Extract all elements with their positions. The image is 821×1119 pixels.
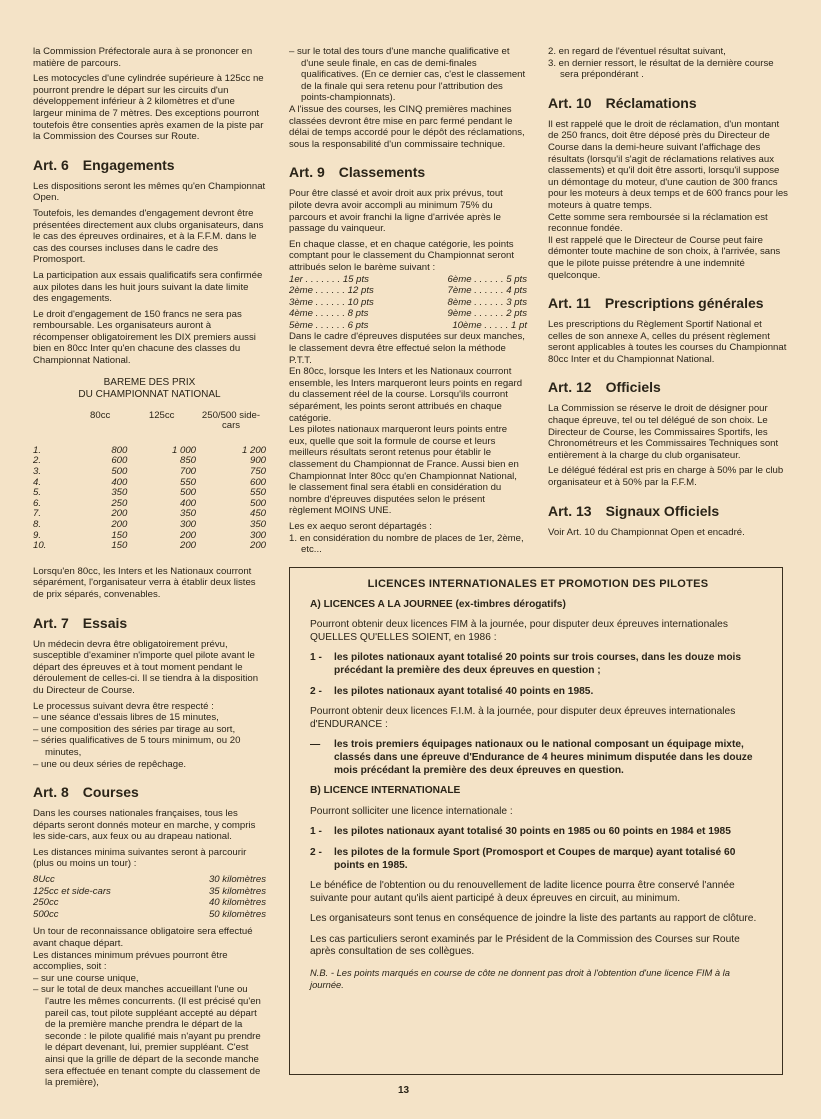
paragraph: Le processus suivant devra être respecté : [33,700,214,712]
paragraph: Dans le cadre d'épreuves disputées sur deux manches, le classement devra être effectué selon la méthode P.T.T. [289,331,525,366]
article-8-heading: Art. 8 Courses [33,784,139,801]
table-row [33,467,266,478]
paragraph: Les dispositions seront les mêmes qu'en Championnat Open. [33,180,266,204]
paragraph: A l'issue des courses, les CINQ premières machines classées devront être mise en parc fermé pendant le délai de temps accordé pour le dépôt des réclamations, sous la responsabilité d'un commissaire technique. [289,103,525,150]
box-title: LICENCES INTERNATIONALES ET PROMOTION DES PILOTES [367,578,709,590]
article-10-heading: Art. 10 Réclamations [548,94,697,111]
prize-cell: 500 [111,466,128,478]
list-item: – une composition des séries par tirage au sort, [33,723,236,735]
table-row [33,499,266,510]
column-3 [548,46,788,542]
paragraph: Toutefois, les demandes d'engagement devront être présentées directement aux clubs organisateurs, dans le cas des épreuves ordinaires, et à la F.F.M. dans le cas des courses incluses dans le cadre des Promosport. [33,207,264,266]
paragraph: Pour être classé et avoir droit aux prix prévus, tout pilote devra avoir accompli au minimum 75% du parcours et avoir franchi la ligne d'arrivée après le passage du vainqueur. [289,188,503,235]
rank-cell: 2. [33,455,42,467]
prize-cell: 350 [179,508,196,520]
paragraph: Les motocycles d'une cylindrée supérieure à 125cc ne pourront prendre le départ sur les circuits d'un développement inférieur à 2 kilomètres et d'une largeur minima de 7 mètres. Des exceptions pourront toutefois être consenties après examen de la piste par la Commission des Courses sur Route. [33,73,264,143]
column-1 [33,46,266,1089]
prize-cell: 800 [111,444,128,456]
list-item: 250cc 40 kilomètres [33,897,266,909]
prize-cell: 350 [249,519,266,530]
list-item: – sur le total de deux manches accueillant l'une ou l'autre les mêmes concurrents. (Il est précisé qu'en pareil cas, tout pilote suppléant accepté au départ de la première manche prendra le départ de la seconde : le pilote qualifié mais n'ayant pu prendre le départ devenant, lui, premier suppléant. C'est ainsi que la grille de départ de la seconde manche sera effectuée en tenant compte du classement de la première), [33,984,261,1089]
paragraph: Lorsqu'en 80cc, les Inters et les Nationaux courront séparément, l'organisateur verra à établir deux listes de prix séparés, convenables. [33,565,256,600]
paragraph: Pourront obtenir deux licences F.I.M. à la journée, pour disputer deux épreuves internationales d'ENDURANCE : [310,706,736,730]
list-item: 2 - les pilotes nationaux ayant totalisé 40 points en 1985. [310,685,594,697]
list-item: 2 - les pilotes de la formule Sport (Promosport et Coupes de marque) ayant totalisé 60 points en 1985. [310,846,736,871]
table-row [33,478,266,489]
article-12-heading: Art. 12 Officiels [548,379,661,396]
paragraph: Il est rappelé que le droit de réclamation, d'un montant de 250 francs, doit être déposé près du Directeur de Course dans la demi-heure suivant l'affichage des résultats (lorsqu'il s'agit de réclamations relatives aux classements) et qu'il doit être assorti, lorsqu'il suppose un démontage du moteur, d'une caution de 300 francs pour les moteurs à deux temps et de 600 francs pour les moteurs à quatre temps. [548,118,788,211]
list-item: 125cc et side-cars 35 kilomètres [33,885,266,897]
paragraph: Les cas particuliers seront examinés par le Président de la Commission des Courses sur Route après consultation de ses collègues. [310,933,740,958]
rank-cell: 5. [33,487,42,499]
article-13-heading: Art. 13 Signaux Officiels [548,502,720,519]
paragraph: Dans les courses nationales françaises, tous les départs seront donnés moteur en marche, y compris les side-cars, aux feux ou au drapeau national. [33,808,256,843]
prize-cell: 600 [111,455,128,467]
rank-cell: 8. [33,519,42,530]
column-2 [289,46,527,556]
header-125cc: 125cc [148,409,175,421]
list-item: – sur une course unique, [33,972,139,984]
paragraph: Les distances minimum prévues pourront être accomplies, soit : [33,949,228,973]
article-6-heading: Art. 6 Engagements [33,156,175,173]
paragraph: la Commission Préfectorale aura à se prononcer en matière de parcours. [33,46,253,69]
article-11-heading: Art. 11 Prescriptions générales [548,295,764,312]
prize-cell: 900 [249,455,266,467]
paragraph: Cette somme sera remboursée si la réclamation est reconnue fondée. [548,211,768,235]
table-row [33,520,266,531]
paragraph: En chaque classe, et en chaque catégorie, les points comptant pour le classement du Championnat seront attribués selon le barème suivant : [289,238,515,273]
paragraph: Les ex aequo seront départagés : [289,520,432,532]
list-item: 500cc 50 kilomètres [33,908,266,920]
page-number: 13 [398,1085,410,1096]
bareme-title: BAREME DES PRIX DU CHAMPIONNAT NATIONAL [78,376,221,400]
table-row [33,456,266,467]
table-row [33,531,266,542]
prize-cell: 550 [179,476,196,488]
prize-cell: 400 [179,497,196,509]
rank-cell: 7. [33,508,42,520]
list-item: – une ou deux séries de repêchage. [33,758,187,770]
rank-cell: 3. [33,466,42,478]
paragraph: Les pilotes nationaux marqueront leurs points entre eux, quelle que soit la formule de course et leurs meilleurs résultats seront retenus pour établir le classement du Championnat de France. Aussi bien en Championnat Inter 80cc qu'en Championnat National, le classement final sera établi en considération du nombre d'épreuves disputées selon le présent règlement MOINS UNE. [289,424,519,517]
table-row [33,509,266,520]
distance-list [33,874,266,920]
paragraph: Pourront obtenir deux licences FIM à la journée, pour disputer deux épreuves internationales QUELLES QU'ELLES SOIENT, en 1986 : [310,619,728,643]
list-item: 4ème . . . . . . 8 pts 9ème . . . . . . 2 pts [289,308,527,320]
list-item: – une séance d'essais libres de 15 minutes, [33,712,219,724]
prize-cell: 150 [111,529,128,541]
paragraph: Voir Art. 10 du Championnat Open et encadré. [548,526,745,538]
prize-cell: 850 [179,455,196,467]
paragraph: Un tour de reconnaissance obligatoire sera effectué avant chaque départ. [33,926,253,950]
list-item: 8Ucc 30 kilomètres [33,874,266,886]
paragraph: Les prescriptions du Règlement Sportif National et celles de son annexe A, celles du présent règlement seront applicables à toutes les courses du Championnat 80cc Inter et du Championnat National. [548,319,787,365]
prize-cell: 450 [249,508,266,520]
list-item: — les trois premiers équipages nationaux ou le national composant un équipage mixte, classés dans une épreuve d'Endurance de 4 heures minimum disputée dans les douze mois précédant la première des deux épreuves en question. [310,739,753,776]
prize-cell: 500 [249,497,266,509]
prize-cell: 300 [179,519,196,530]
licences-box [289,567,783,1075]
list-item: 1 - les pilotes nationaux ayant totalisé 30 points en 1985 ou 60 points en 1984 et 1985 [310,826,731,838]
list-item: – séries qualificatives de 5 tours minimum, ou 20 minutes, [33,735,241,758]
rank-cell: 10. [33,540,47,552]
prize-cell: 700 [179,466,196,478]
paragraph: La participation aux essais qualificatifs sera confirmée aux pilotes dans les huit jours suivant la date limite des engagements. [33,269,263,305]
prize-cell: 1 200 [241,444,266,456]
paragraph: Les distances minima suivantes seront à parcourir (plus ou moins un tour) : [33,846,247,870]
table-row [33,541,266,552]
prize-cell: 200 [179,540,196,552]
rank-cell: 1. [33,444,42,456]
paragraph: Les organisateurs sont tenus en conséquence de joindre la liste des partants au rapport de clôture. [310,913,757,925]
list-item: 2. en regard de l'éventuel résultat suivant, [548,46,726,57]
rank-cell: 6. [33,497,42,509]
list-item: 1 - les pilotes nationaux ayant totalisé 20 points sur trois courses, dans les douze mois précédant la première des deux épreuves en question ; [310,652,742,676]
prize-cell: 500 [179,487,196,499]
paragraph: En 80cc, lorsque les Inters et les Nationaux courront ensemble, les Inters marqueront leurs points en regard du classement réel de la course. Lorsqu'ils courront séparément, les points seront attribués en chaque catégorie. [289,366,523,424]
rank-cell: 9. [33,529,42,541]
paragraph: Le bénéfice de l'obtention ou du renouvellement de ladite licence pourra être conservé l'année suivante pour autant qu'ils aient participé à deux épreuves en circuit, au minimum. [310,880,735,904]
prize-cell: 200 [179,529,196,541]
box-note: N.B. - Les points marqués en course de côte ne donnent pas droit à l'obtention d'une licence FIM à la journée. [310,967,730,990]
prize-cell: 400 [111,476,128,488]
table-row [33,446,266,457]
paragraph: Un médecin devra être obligatoirement prévu, susceptible d'examiner n'importe quel pilote avant le départ des épreuves et à tout moment pendant le déroulement de celles-ci. Il se tiendra à la disposition du Directeur de Course. [33,638,259,696]
prize-cell: 350 [111,487,128,499]
prize-cell: 150 [111,540,128,552]
list-item: 1. en considération du nombre de places de 1er, 2ème, etc... [289,532,524,556]
prize-cell: 300 [249,529,266,541]
paragraph: Pourront solliciter une licence internationale : [310,805,513,817]
box-subtitle-b: B) LICENCE INTERNATIONALE [310,785,461,797]
paragraph: Il est rappelé que le Directeur de Course peut faire démonter toute machine de son choix, à l'arrivée, sans que le pilote puisse prétendre à une indemnité quelconque. [548,234,781,281]
paragraph: La Commission se réserve le droit de désigner pour chaque épreuve, tel ou tel délégué de son choix. Le Directeur de Course, les Commissaires Sportifs, les Chronométreurs et les Commissaires Techniques sont entièrement à la charge du club organisateur. [548,403,779,461]
prize-cell: 750 [249,466,266,478]
prize-cell: 250 [111,497,128,509]
box-subtitle-a: A) LICENCES A LA JOURNEE (ex-timbres dérogatifs) [310,598,566,610]
table-row [33,488,266,499]
article-7-heading: Art. 7 Essais [33,614,128,631]
prize-cell: 550 [249,487,266,499]
list-item: 1er . . . . . . . 15 pts 6ème . . . . . . 5 pts [289,273,527,285]
list-item: 2ème . . . . . . 12 pts 7ème . . . . . . 4 pts [289,285,527,297]
list-item: – sur le total des tours d'une manche qualificative et d'une seule finale, en cas de demi-finales qualificatives. (En ce dernier cas, c'est le classement de la finale qui sera retenu pour l'attribution des points-championnats). [289,46,526,104]
header-80cc: 80cc [90,409,111,421]
article-9-heading: Art. 9 Classements [289,164,426,181]
prize-cell: 1 000 [171,444,196,456]
list-item: 3ème . . . . . . 10 pts 8ème . . . . . . 3 pts [289,296,527,308]
prize-cell: 600 [249,476,266,488]
header-250-500: 250/500 side-cars [201,409,261,432]
points-scale [289,274,527,332]
list-item: 5ème . . . . . . 6 pts 10ème . . . . . 1 pt [289,319,527,331]
prize-cell: 200 [111,519,128,530]
list-item: 3. en dernier ressort, le résultat de la dernière course sera prépondérant . [548,57,774,81]
paragraph: Le droit d'engagement de 150 francs ne sera pas remboursable. Les organisateurs auront à récompenser obligatoirement les DIX premiers aussi bien en 80cc Inter qu'en chacune des classes du Championnat National. [33,308,256,367]
prize-cell: 200 [249,540,266,552]
prize-cell: 200 [111,508,128,520]
paragraph: Le délégué fédéral est pris en charge à 50% par le club organisateur et à 50% par la F.F.M. [548,465,784,489]
bareme-table [33,411,266,552]
rank-cell: 4. [33,476,42,488]
